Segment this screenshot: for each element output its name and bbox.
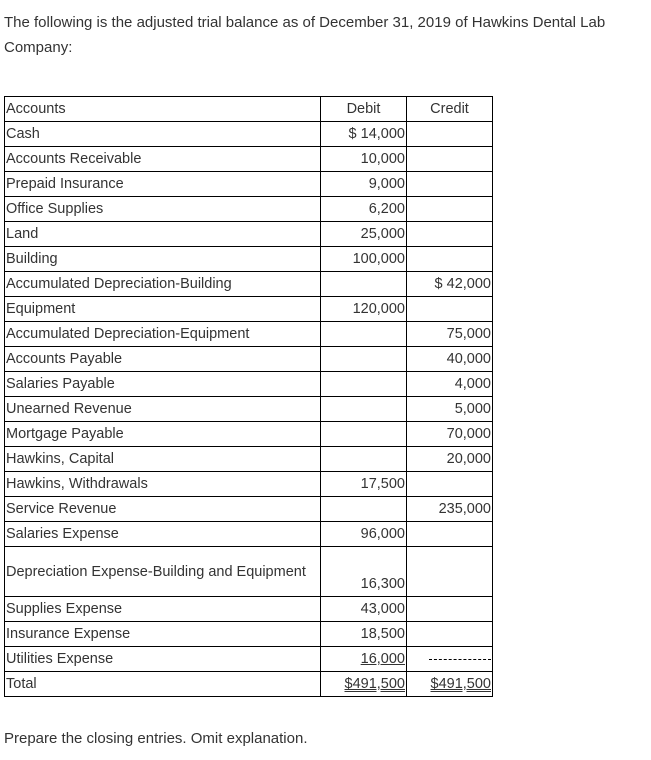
trial-balance-table [4,96,493,697]
debit-cell: 6,200 [321,197,407,222]
account-name-cell: Hawkins, Withdrawals [5,472,321,497]
account-name-cell: Mortgage Payable [5,422,321,447]
debit-cell [321,322,407,347]
table-row [5,422,493,447]
table-row [5,272,493,297]
account-name-cell: Office Supplies [5,197,321,222]
debit-cell [321,497,407,522]
account-name-cell: Land [5,222,321,247]
table-row [5,197,493,222]
credit-cell [407,547,493,597]
trial-balance-body [5,97,493,697]
credit-cell: 70,000 [407,422,493,447]
table-row [5,172,493,197]
table-row [5,347,493,372]
account-name-cell: Unearned Revenue [5,397,321,422]
table-row [5,622,493,647]
debit-cell [321,347,407,372]
credit-cell: 235,000 [407,497,493,522]
table-row [5,122,493,147]
debit-cell [321,397,407,422]
credit-cell: 40,000 [407,347,493,372]
total-label: Total [5,672,321,697]
debit-cell [321,372,407,397]
account-name-cell: Supplies Expense [5,597,321,622]
credit-cell [407,522,493,547]
total-debit-cell [321,672,407,697]
account-name-cell: Salaries Payable [5,372,321,397]
table-row [5,372,493,397]
debit-cell: 120,000 [321,297,407,322]
instruction-text: Prepare the closing entries. Omit explanation. [4,730,308,747]
debit-cell: 10,000 [321,147,407,172]
total-credit-value: $491,500 [430,676,491,692]
table-header-row [5,97,493,122]
account-name-cell: Cash [5,122,321,147]
credit-cell [407,197,493,222]
account-name-cell: Salaries Expense [5,522,321,547]
total-row [5,672,493,697]
header-debit: Debit [321,97,407,122]
credit-cell: 20,000 [407,447,493,472]
table-row [5,297,493,322]
credit-cell: 4,000 [407,372,493,397]
account-name-cell: Accumulated Depreciation-Equipment [5,322,321,347]
table-row [5,522,493,547]
debit-cell: 16,300 [321,547,407,597]
account-name-cell: Accounts Payable [5,347,321,372]
debit-cell: 17,500 [321,472,407,497]
account-name-cell: Hawkins, Capital [5,447,321,472]
debit-cell: 43,000 [321,597,407,622]
table-row [5,447,493,472]
account-name-cell: Accumulated Depreciation-Building [5,272,321,297]
debit-value: 16,000 [360,651,405,667]
intro-text: The following is the adjusted trial balance as of December 31, 2019 of Hawkins Dental Lab Company: [4,14,606,56]
debit-cell: $ 14,000 [321,122,407,147]
credit-cell [407,622,493,647]
account-name-cell: Insurance Expense [5,622,321,647]
credit-cell: 75,000 [407,322,493,347]
table-row [5,147,493,172]
debit-cell [321,647,407,672]
account-name-cell: Service Revenue [5,497,321,522]
header-credit: Credit [407,97,493,122]
table-row [5,597,493,622]
account-name-cell: Utilities Expense [5,647,321,672]
table-row [5,497,493,522]
account-name-cell: Equipment [5,297,321,322]
credit-cell [407,647,493,672]
table-row [5,322,493,347]
credit-cell [407,472,493,497]
credit-cell [407,172,493,197]
credit-cell: $ 42,000 [407,272,493,297]
credit-cell [407,122,493,147]
underline-mark [429,658,491,660]
table-row [5,247,493,272]
debit-cell: 18,500 [321,622,407,647]
debit-cell: 9,000 [321,172,407,197]
account-name-cell: Building [5,247,321,272]
credit-cell [407,247,493,272]
credit-cell [407,297,493,322]
debit-cell [321,447,407,472]
debit-cell: 100,000 [321,247,407,272]
debit-cell: 96,000 [321,522,407,547]
table-row [5,647,493,672]
account-name-cell: Depreciation Expense-Building and Equipment [5,547,321,597]
table-row [5,547,493,597]
credit-cell [407,597,493,622]
account-name-cell: Accounts Receivable [5,147,321,172]
total-credit-cell [407,672,493,697]
debit-cell: 25,000 [321,222,407,247]
table-row [5,222,493,247]
credit-cell [407,147,493,172]
credit-cell [407,222,493,247]
table-row [5,472,493,497]
total-debit-value: $491,500 [344,676,405,692]
debit-cell [321,422,407,447]
debit-cell [321,272,407,297]
account-name-cell: Prepaid Insurance [5,172,321,197]
credit-cell: 5,000 [407,397,493,422]
table-row [5,397,493,422]
header-accounts: Accounts [5,97,321,122]
